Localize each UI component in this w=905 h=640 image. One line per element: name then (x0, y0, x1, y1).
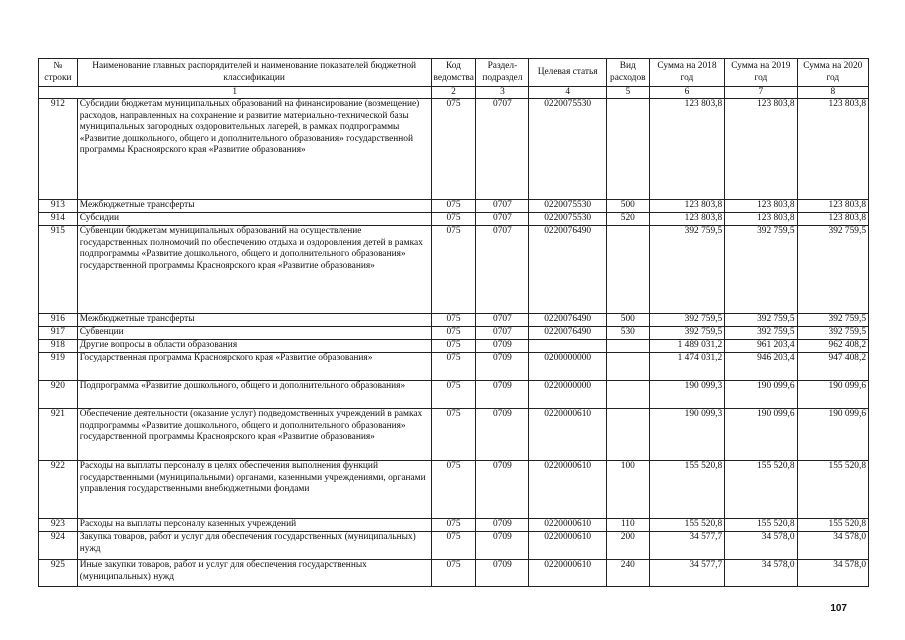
table-row (39, 314, 869, 327)
column-number-row (39, 87, 869, 99)
row-type: 240 (606, 560, 649, 587)
column-number: 8 (797, 87, 868, 99)
row-sum-2018: 190 099,3 (649, 381, 724, 409)
table-row (39, 409, 869, 461)
row-target: 0220076490 (529, 327, 606, 340)
row-sum-2020: 190 099,6 (797, 381, 868, 409)
row-code: 075 (431, 226, 476, 314)
row-target: 0220000610 (529, 560, 606, 587)
row-target (529, 340, 606, 353)
row-section: 0709 (476, 353, 529, 381)
row-type: 520 (606, 213, 649, 226)
column-number: 3 (476, 87, 529, 99)
header-row (39, 59, 869, 87)
row-code: 075 (431, 314, 476, 327)
row-sum-2018: 123 803,8 (649, 213, 724, 226)
row-number: 922 (39, 461, 78, 519)
row-sum-2019: 961 203,4 (725, 340, 797, 353)
row-target: 0220000610 (529, 461, 606, 519)
row-section: 0707 (476, 226, 529, 314)
row-name: Субсидии бюджетам муниципальных образований на финансирование (возмещение) расходов, направленных на сохранение и развитие материально-технической базы муниципальных загородных оздоровительных лагерей, в рамках подпрограммы «Развитие дошкольного, общего и дополнительного образования» государственной программы Красноярского края «Развитие образования» (77, 99, 431, 200)
table-row (39, 461, 869, 519)
row-target: 0220075530 (529, 200, 606, 213)
row-type: 200 (606, 532, 649, 560)
row-number: 917 (39, 327, 78, 340)
row-sum-2019: 392 759,5 (725, 314, 797, 327)
row-sum-2020: 392 759,5 (797, 327, 868, 340)
row-sum-2020: 947 408,2 (797, 353, 868, 381)
row-section: 0709 (476, 532, 529, 560)
row-sum-2018: 392 759,5 (649, 226, 724, 314)
header-sum-2020: Сумма на 2020 год (797, 59, 868, 87)
row-sum-2019: 946 203,4 (725, 353, 797, 381)
row-code: 075 (431, 327, 476, 340)
row-target: 0220076490 (529, 314, 606, 327)
row-number: 912 (39, 99, 78, 200)
row-sum-2019: 190 099,6 (725, 409, 797, 461)
row-number: 921 (39, 409, 78, 461)
row-name: Другие вопросы в области образования (77, 340, 431, 353)
row-code: 075 (431, 381, 476, 409)
row-section: 0709 (476, 560, 529, 587)
row-name: Субвенции (77, 327, 431, 340)
row-target: 0220075530 (529, 99, 606, 200)
row-name: Межбюджетные трансферты (77, 314, 431, 327)
header-type: Вид расходов (606, 59, 649, 87)
row-code: 075 (431, 519, 476, 532)
header-sum-2018: Сумма на 2018 год (649, 59, 724, 87)
row-number: 924 (39, 532, 78, 560)
row-target: 0220075530 (529, 213, 606, 226)
column-number: 1 (39, 87, 432, 99)
row-section: 0707 (476, 99, 529, 200)
row-sum-2019: 123 803,8 (725, 213, 797, 226)
row-sum-2020: 34 578,0 (797, 560, 868, 587)
row-sum-2020: 123 803,8 (797, 200, 868, 213)
row-type (606, 226, 649, 314)
row-section: 0707 (476, 327, 529, 340)
row-sum-2018: 123 803,8 (649, 200, 724, 213)
row-section: 0707 (476, 213, 529, 226)
row-sum-2018: 1 474 031,2 (649, 353, 724, 381)
header-target: Целевая статья (529, 59, 606, 87)
row-number: 914 (39, 213, 78, 226)
row-sum-2020: 123 803,8 (797, 99, 868, 200)
row-code: 075 (431, 99, 476, 200)
row-name: Субсидии (77, 213, 431, 226)
row-type: 530 (606, 327, 649, 340)
row-code: 075 (431, 532, 476, 560)
row-section: 0709 (476, 409, 529, 461)
row-code: 075 (431, 353, 476, 381)
row-sum-2018: 155 520,8 (649, 461, 724, 519)
row-target: 0220000610 (529, 519, 606, 532)
header-code: Код ведомства (431, 59, 476, 87)
row-name: Обеспечение деятельности (оказание услуг) подведомственных учреждений в рамках подпрограммы «Развитие дошкольного, общего и дополнительного образования» государственной программы Красноярского края «Развитие образования» (77, 409, 431, 461)
row-type (606, 99, 649, 200)
row-target: 0220076490 (529, 226, 606, 314)
row-target: 0220000610 (529, 532, 606, 560)
row-type (606, 381, 649, 409)
column-number: 6 (649, 87, 724, 99)
row-type: 500 (606, 200, 649, 213)
row-target: 0200000000 (529, 353, 606, 381)
row-sum-2020: 392 759,5 (797, 314, 868, 327)
row-section: 0707 (476, 200, 529, 213)
table-row (39, 200, 869, 213)
row-number: 916 (39, 314, 78, 327)
row-code: 075 (431, 200, 476, 213)
row-type (606, 409, 649, 461)
row-name: Расходы на выплаты персоналу в целях обеспечения выполнения функций государственными (муниципальными) органами, казенными учреждениями, органами управления государственными внебюджетными фондами (77, 461, 431, 519)
row-number: 923 (39, 519, 78, 532)
row-code: 075 (431, 560, 476, 587)
row-sum-2020: 155 520,8 (797, 461, 868, 519)
row-sum-2018: 123 803,8 (649, 99, 724, 200)
row-number: 920 (39, 381, 78, 409)
row-code: 075 (431, 213, 476, 226)
row-number: 919 (39, 353, 78, 381)
row-sum-2018: 1 489 031,2 (649, 340, 724, 353)
column-number: 5 (606, 87, 649, 99)
row-name: Расходы на выплаты персоналу казенных учреждений (77, 519, 431, 532)
row-number: 918 (39, 340, 78, 353)
row-sum-2019: 155 520,8 (725, 519, 797, 532)
row-sum-2019: 392 759,5 (725, 226, 797, 314)
row-sum-2018: 392 759,5 (649, 314, 724, 327)
row-sum-2020: 155 520,8 (797, 519, 868, 532)
table-body (39, 99, 869, 587)
row-sum-2019: 34 578,0 (725, 532, 797, 560)
row-target: 0220000000 (529, 381, 606, 409)
row-sum-2018: 34 577,7 (649, 560, 724, 587)
budget-table (38, 58, 869, 587)
row-number: 913 (39, 200, 78, 213)
table-row (39, 226, 869, 314)
page-number: 107 (830, 603, 847, 614)
table-row (39, 99, 869, 200)
row-number: 915 (39, 226, 78, 314)
row-sum-2018: 34 577,7 (649, 532, 724, 560)
table-row (39, 213, 869, 226)
header-sum-2019: Сумма на 2019 год (725, 59, 797, 87)
row-name: Закупка товаров, работ и услуг для обеспечения государственных (муниципальных) нужд (77, 532, 431, 560)
column-number: 2 (431, 87, 476, 99)
table-row (39, 519, 869, 532)
column-number: 4 (529, 87, 606, 99)
row-target: 0220000610 (529, 409, 606, 461)
row-name: Межбюджетные трансферты (77, 200, 431, 213)
row-section: 0709 (476, 340, 529, 353)
header-section: Раздел-подраздел (476, 59, 529, 87)
row-type: 110 (606, 519, 649, 532)
row-section: 0707 (476, 314, 529, 327)
table-row (39, 381, 869, 409)
row-code: 075 (431, 461, 476, 519)
row-sum-2018: 155 520,8 (649, 519, 724, 532)
row-name: Государственная программа Красноярского края «Развитие образования» (77, 353, 431, 381)
row-sum-2020: 190 099,6 (797, 409, 868, 461)
row-sum-2020: 34 578,0 (797, 532, 868, 560)
row-section: 0709 (476, 461, 529, 519)
table-row (39, 560, 869, 587)
row-sum-2019: 155 520,8 (725, 461, 797, 519)
table-row (39, 532, 869, 560)
row-type (606, 340, 649, 353)
row-section: 0709 (476, 381, 529, 409)
row-sum-2019: 190 099,6 (725, 381, 797, 409)
header-name: Наименование главных распорядителей и наименование показателей бюджетной классификации (77, 59, 431, 87)
row-name: Иные закупки товаров, работ и услуг для обеспечения государственных (муниципальных) нужд (77, 560, 431, 587)
row-number: 925 (39, 560, 78, 587)
header-row-no: № строки (39, 59, 78, 87)
table-row (39, 327, 869, 340)
row-section: 0709 (476, 519, 529, 532)
row-type: 100 (606, 461, 649, 519)
row-sum-2019: 392 759,5 (725, 327, 797, 340)
row-name: Подпрограмма «Развитие дошкольного, общего и дополнительного образования» (77, 381, 431, 409)
row-sum-2020: 123 803,8 (797, 213, 868, 226)
row-sum-2019: 34 578,0 (725, 560, 797, 587)
row-sum-2020: 392 759,5 (797, 226, 868, 314)
table-row (39, 353, 869, 381)
row-sum-2019: 123 803,8 (725, 200, 797, 213)
row-type: 500 (606, 314, 649, 327)
row-name: Субвенции бюджетам муниципальных образований на осуществление государственных полномочий по обеспечению отдыха и оздоровления детей в рамках подпрограммы «Развитие дошкольного, общего и дополнительного образования» государственной программы Красноярского края «Развитие образования» (77, 226, 431, 314)
row-code: 075 (431, 340, 476, 353)
row-type (606, 353, 649, 381)
column-number: 7 (725, 87, 797, 99)
row-sum-2019: 123 803,8 (725, 99, 797, 200)
table-row (39, 340, 869, 353)
row-code: 075 (431, 409, 476, 461)
row-sum-2018: 392 759,5 (649, 327, 724, 340)
row-sum-2018: 190 099,3 (649, 409, 724, 461)
row-sum-2020: 962 408,2 (797, 340, 868, 353)
